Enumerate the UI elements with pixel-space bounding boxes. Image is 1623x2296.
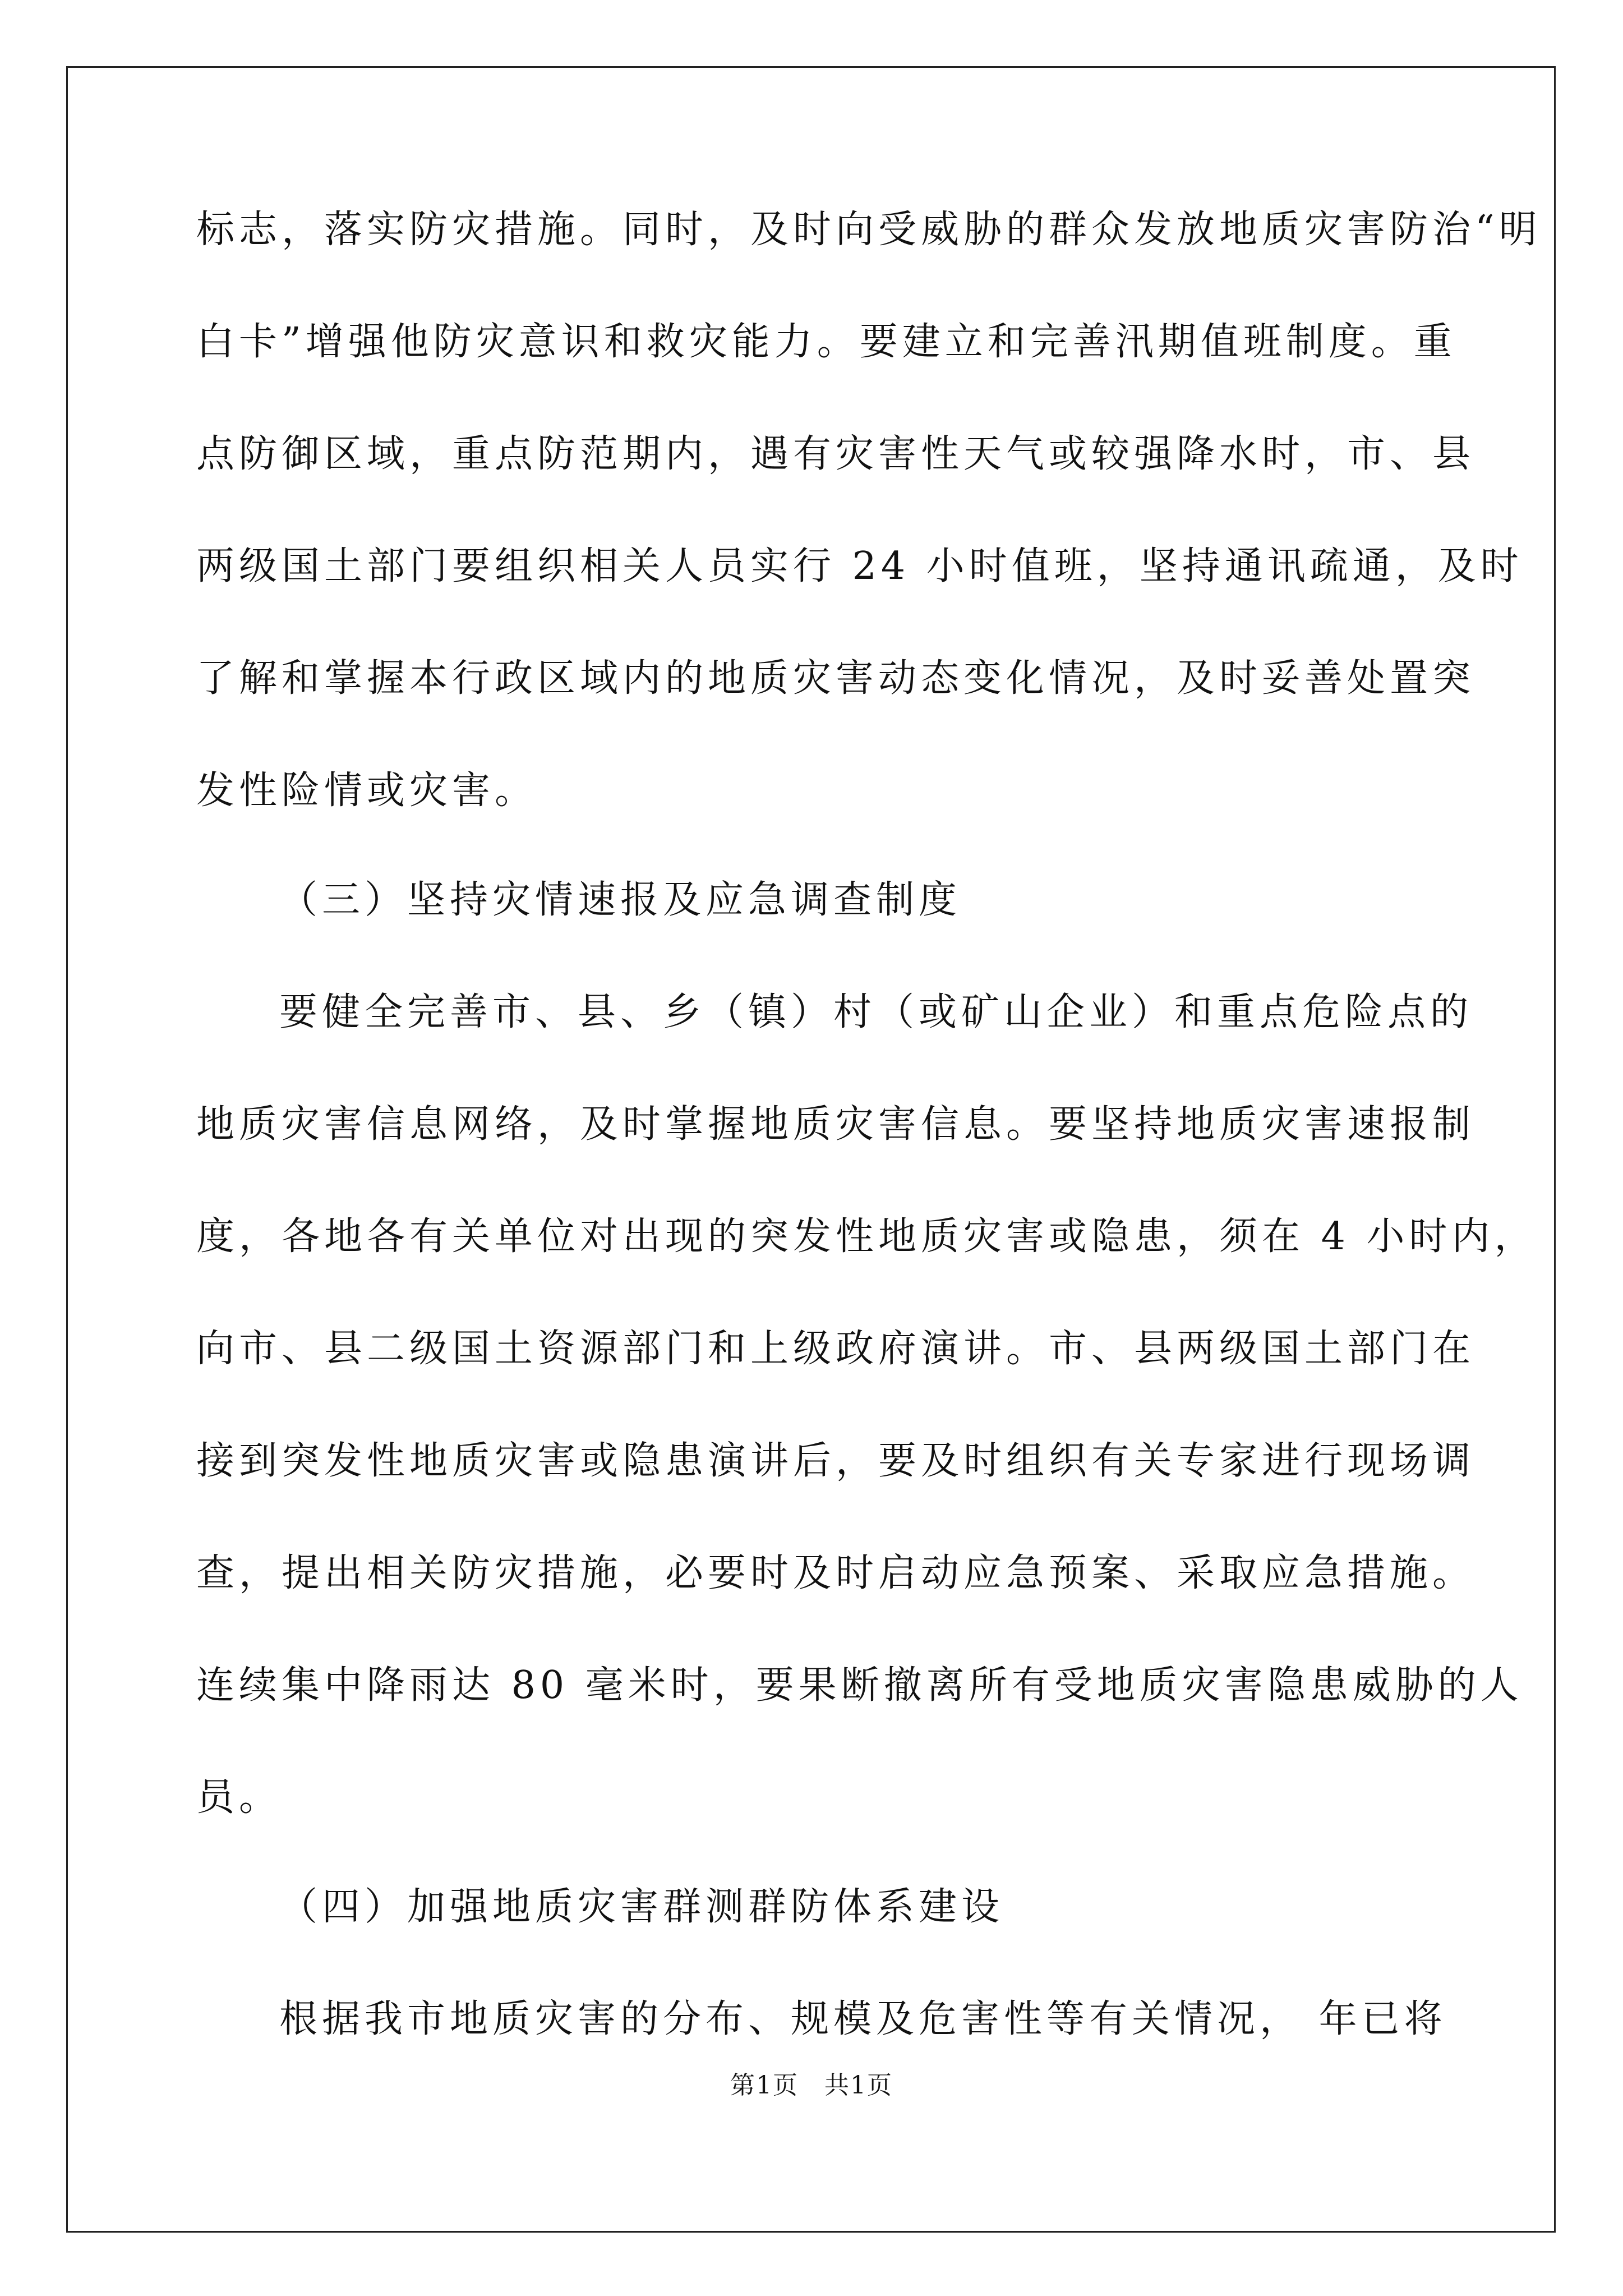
text-line: 接到突发性地质灾害或隐患演讲后，要及时组织有关专家进行现场调 (196, 1439, 1476, 1483)
text-line: 了解和掌握本行政区域内的地质灾害动态变化情况，及时妥善处置突 (196, 656, 1476, 701)
text-line: 白卡”增强他防灾意识和救灾能力。要建立和完善汛期值班制度。重 (196, 320, 1456, 364)
text-line: 向市、县二级国土资源部门和上级政府演讲。市、县两级国土部门在 (196, 1327, 1476, 1371)
text-line: 查，提出相关防灾措施，必要时及时启动应急预案、采取应急措施。 (196, 1551, 1476, 1595)
page-footer: 第1页 共1页 (730, 2071, 893, 2100)
paragraph-start: 要健全完善市、县、乡（镇）村（或矿山企业）和重点危险点的 (279, 990, 1473, 1034)
text-line: 地质灾害信息网络，及时掌握地质灾害信息。要坚持地质灾害速报制 (196, 1102, 1476, 1147)
text-line: 标志，落实防灾措施。同时，及时向受威胁的群众发放地质灾害防治“明 (196, 208, 1542, 252)
text-line: 员。 (196, 1775, 282, 1820)
section-heading: （四）加强地质灾害群测群防体系建设 (279, 1885, 1004, 1929)
paragraph-start: 根据我市地质灾害的分布、规模及危害性等有关情况， 年已将 (279, 1997, 1447, 2041)
text-line: 连续集中降雨达 80 毫米时，要果断撤离所有受地质灾害隐患威胁的人 (196, 1663, 1523, 1708)
text-line: 点防御区域，重点防范期内，遇有灾害性天气或较强降水时，市、县 (196, 432, 1476, 476)
text-line: 度，各地各有关单位对出现的突发性地质灾害或隐患，须在 4 小时内， (196, 1214, 1537, 1259)
text-line: 发性险情或灾害。 (196, 769, 538, 813)
text-line: 两级国土部门要组织相关人员实行 24 小时值班，坚持通讯疏通，及时 (196, 544, 1523, 588)
section-heading: （三）坚持灾情速报及应急调查制度 (279, 878, 962, 922)
